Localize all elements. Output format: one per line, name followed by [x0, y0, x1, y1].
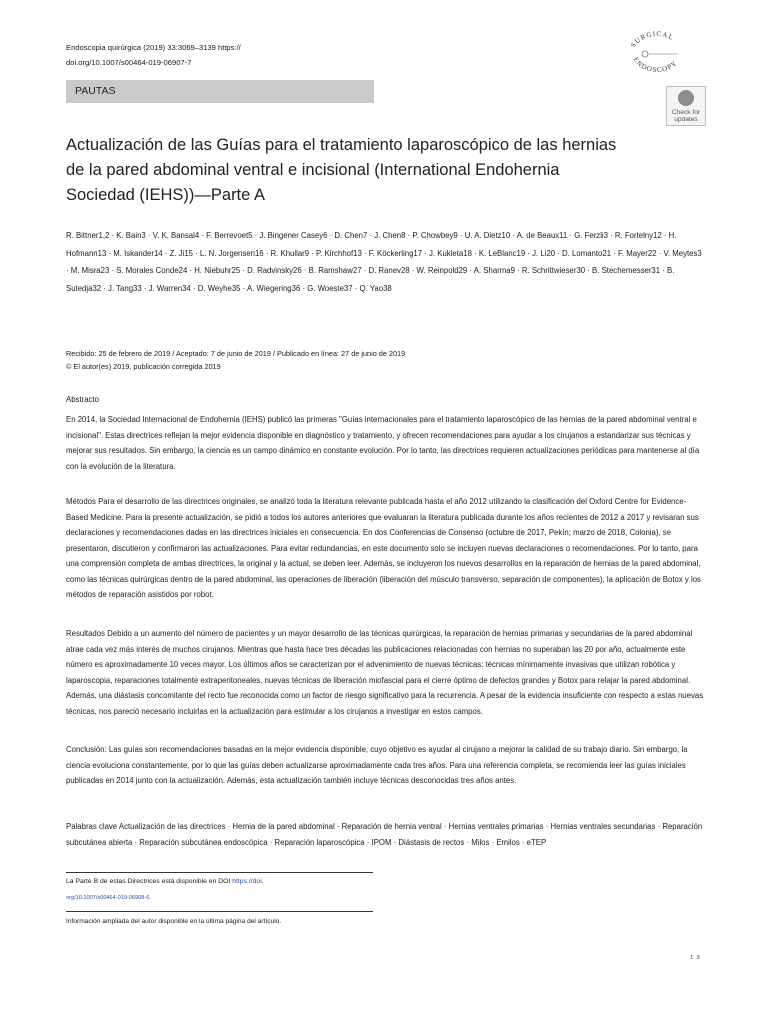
footnote-author-info: Información ampliada del autor disponible en la última página del artículo. — [66, 918, 282, 925]
abstract-results: Resultados Debido a un aumento del número de pacientes y un mayor desarrollo de las técnicas quirúrgicas, la reparación de hernias primarias y secundarias de la pared abdominal atrae cada vez más interés de muchos cirujanos. Mientras que hasta hace tres décadas las publicaciones relacionadas con hernias no superaban las 20 por año, actualmente este número es aproximadamente 10 veces mayor. Los últimos años se caracterizan por el advenimiento de nuevas técnicas: técnicas mínimamente invasivas que utilizan robótica y laparoscopia, reparaciones totalmente extraperitoneales, nuevas técnicas de liberación miofascial para el cierre óptimo de defectos grandes y Botox para relajar la pared abdominal. Además, una diástasis concomitante del recto fue reconocida como un factor de riesgo significativo para la recurrencia. A pesar de la evidencia insuficiente con respecto a estas nuevas técnicas, nos pareció necesario incluirlas en la actualización para estimular a los cirujanos a investigar en estos campos. — [66, 629, 704, 716]
abstract-conclusion: Conclusión: Las guías son recomendaciones basadas en la mejor evidencia disponible, cuyo objetivo es ayudar al cirujano a mejorar la calidad de su trabajo diario. Sin embargo, la ciencia evoluciona constantemente, por lo que las guías deben actualizarse aproximadamente cada tres años. Para una referencia completa, se recomienda leer las guías iniciales publicadas en 2014 junto con la actualización. Además, esta actualización también incluye técnicas desconocidas tres años antes. — [66, 745, 688, 785]
doi-line[interactable]: doi.org/10.1007/s00464-019-06907-7 — [66, 58, 192, 67]
footnote-part-b-text: La Parte B de estas Directrices está disponible en DOI — [66, 878, 233, 885]
footnote-doi-link[interactable]: https://doi. — [232, 878, 264, 885]
abstract-methods: Métodos Para el desarrollo de las directrices originales, se analizó toda la literatura relevante publicada hasta el año 2012 utilizando la clasificación del Oxford Centre for Evidence-Based Medicine. Para la presente actualización, se pidió a todos los autores anteriores que evaluaran la literatura publicada durante los años recientes de 2012 a 2017 y revisaran sus declaraciones y recomendaciones dadas en las directrices iniciales en consecuencia. En dos Conferencias de Consenso (octubre de 2017, Pekín; marzo de 2018, Colonia), se presentaron, discutieron y confirmaron las actualizaciones. Para evitar redundancias, en este documento solo se incluyen nuevas declaraciones o recomendaciones. Por lo tanto, para una comprensión completa de ambas directrices, la original y la actual, se deben leer. Además, se incluyeron los nuevos desarrollos en la reparación de hernias de la pared abdominal, como las técnicas quirúrgicas dentro de la pared abdominal, las operaciones de liberación (liberación del músculo transverso, separación de componentes), la aplicación de Botox y los métodos de reparación asistidos por robot. — [66, 497, 701, 599]
footnote-doi-link-continued[interactable]: org/10.1007/s00464-019-06908-6. — [66, 895, 151, 901]
footnote-divider — [66, 872, 373, 873]
journal-citation: Endoscopia quirúrgica (2019) 33:3069–3139 https:// — [66, 43, 241, 52]
svg-text:SURGICAL: SURGICAL — [629, 30, 676, 50]
check-for-updates-button[interactable] — [666, 86, 706, 126]
check-updates-icon — [678, 90, 694, 106]
abstract-introduction: En 2014, la Sociedad Internacional de Endohernia (IEHS) publicó las primeras "Guías internacionales para el tratamiento laparoscópico de las hernias de la pared abdominal ventral e incisional". Estas directrices reflejan la mejor evidencia disponible en diagnóstico y tratamiento, y ofrecen recomendaciones para ayudar a los cirujanos a estandarizar sus técnicas y mejorar sus resultados. Sin embargo, la ciencia es un campo dinámico en constante evolución. Por lo tanto, las directrices requieren actualizaciones periódicas para mantenerse al día con la evolución de la literatura. — [66, 415, 700, 471]
footnote-part-b — [66, 878, 264, 885]
footnote-divider — [66, 911, 373, 912]
check-updates-line-1: Check for — [671, 109, 701, 116]
abstract-heading: Abstracto — [66, 395, 99, 404]
publication-dates: Recibido: 25 de febrero de 2019 / Aceptado: 7 de junio de 2019 / Publicado en línea: 27 de junio de 2019 — [66, 349, 406, 358]
society-logo-icon — [618, 30, 696, 78]
article-title: Actualización de las Guías para el tratamiento laparoscópico de las hernias de la pared abdominal ventral e incisional (International Endohernia Sociedad (IEHS))—Parte A — [66, 136, 617, 204]
svg-text:ENDOSCOPY: ENDOSCOPY — [631, 55, 680, 75]
section-label: PAUTAS — [75, 85, 116, 97]
check-updates-line-2: updates — [674, 116, 698, 123]
keywords: Palabras clave Actualización de las directrices · Hernia de la pared abdominal · Reparación de hernia ventral · Hernias ventrales primarias · Hernias ventrales secundarias · Reparación subcutánea abierta · Reparación subcutánea endoscópica · Reparación laparoscópica · IPOM · Diástasis de rectos · Milos · Emilos · eTEP — [66, 822, 703, 847]
author-list: R. Bittner1,2 · K. Bain3 · V. K. Bansal4 · F. Berrevoet5 · J. Bingener Casey6 · D. Chen7 · J. Chen8 · P. Chowbey9 · U. A. Dietz10 · A. de Beaux11 · G. Ferzli3 · R. Fortelny12 · H. Hofmann13 · M. Iskander14 · Z. Ji15 · L. N. Jorgensen16 · R. Khullar9 · P. Kirchhof13 · F. Köckerling17 · J. Kukleta18 · K. LeBlanc19 · J. Li20 · D. Lomanto21 · F. Mayer22 · V. Meytes3 · M. Misra23 · S. Morales Conde24 · H. Niebuhr25 · D. Radvinsky26 · B. Ramshaw27 · D. Ranev28 · W. Reinpold29 · A. Sharma9 · R. Schrittwieser30 · B. Stechemesser31 · B. Sutedja32 · J. Tang33 · J. Warren34 · D. Weyhe35 · A. Wiegering36 · G. Woeste37 · Q. Yao38 — [66, 231, 702, 293]
copyright-notice: © El autor(es) 2019, publicación corregida 2019 — [66, 362, 221, 371]
page-number: 1 3 — [690, 955, 701, 961]
section-banner — [66, 80, 374, 103]
